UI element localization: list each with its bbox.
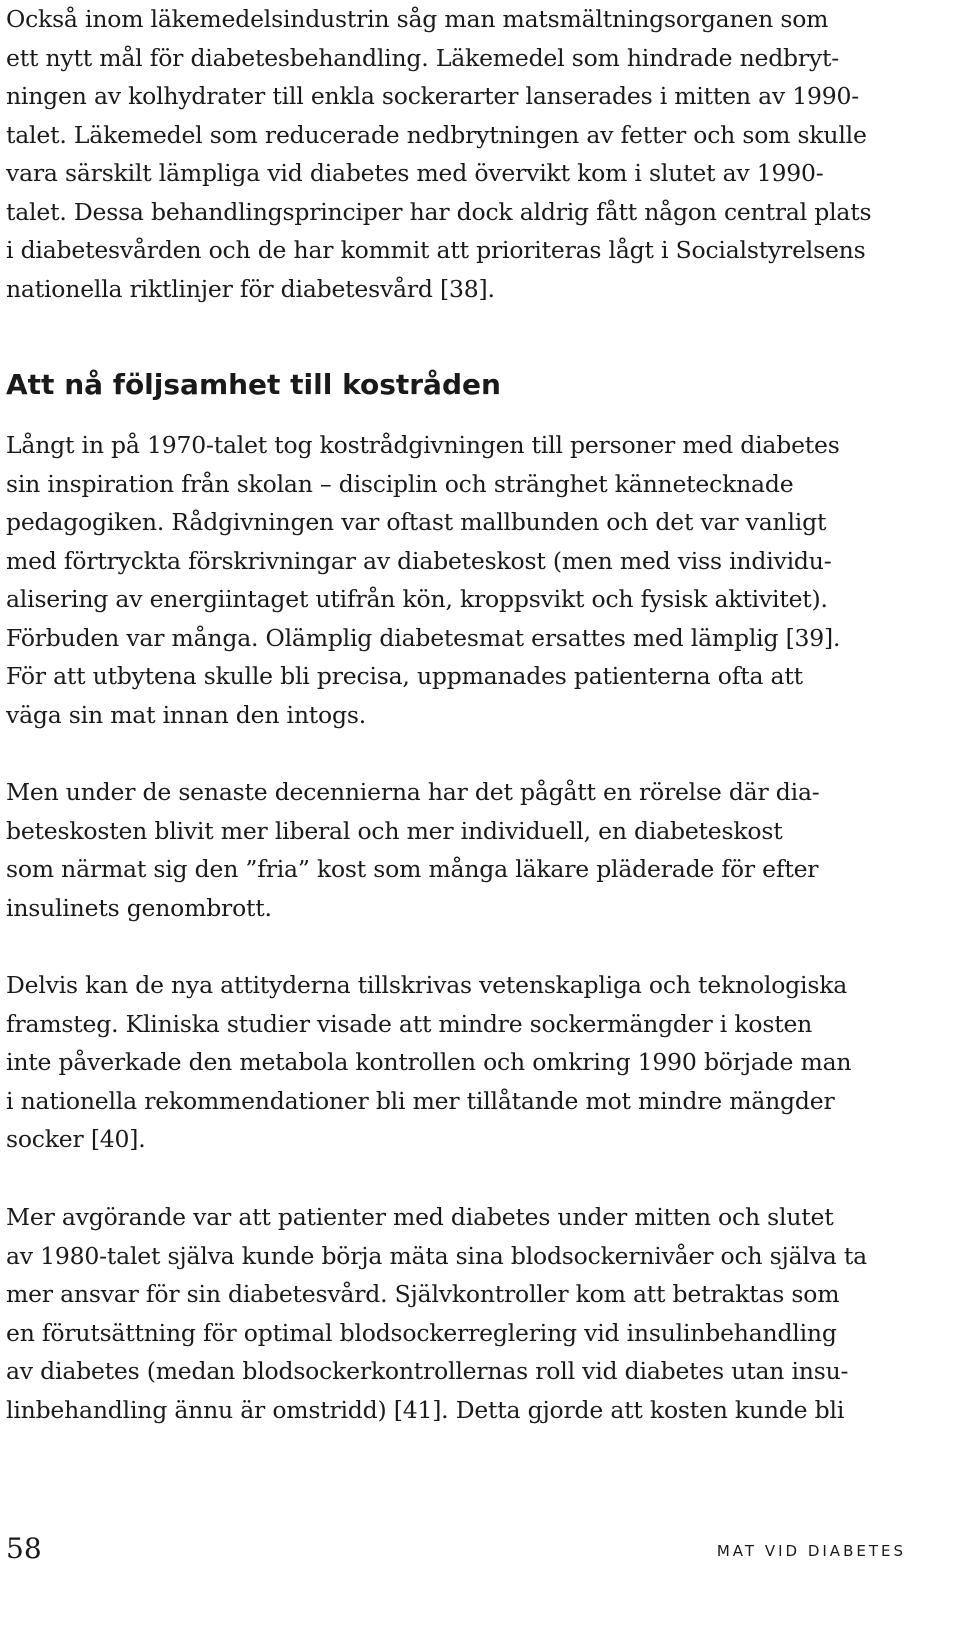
text-line: pedagogiken. Rådgivningen var oftast mallbunden och det var vanligt [6,508,827,536]
text-line: ningen av kolhydrater till enkla sockerarter lanserades i mitten av 1990- [6,82,859,110]
text-line: Också inom läkemedelsindustrin såg man matsmältningsorganen som [6,5,829,33]
text-line: beteskosten blivit mer liberal och mer individuell, en diabeteskost [6,816,783,845]
text-line: talet. Läkemedel som reducerade nedbrytningen av fetter och som skulle [6,120,867,149]
text-line: som närmat sig den ”fria” kost som många läkare pläderade för efter [6,855,819,883]
text-line: Förbuden var många. Olämplig diabetesmat ersattes med lämplig [39]. [6,623,841,652]
text-line: en förutsättning för optimal blodsockerreglering vid insulinbehandling [6,1318,837,1347]
text-line: i diabetesvården och de har kommit att prioriteras lågt i Socialstyrelsens [6,236,866,264]
text-line: Mer avgörande var att patienter med diabetes under mitten och slutet [6,1203,834,1231]
text-line: vara särskilt lämpliga vid diabetes med övervikt kom i slutet av 1990- [6,159,824,187]
text-line: inte påverkade den metabola kontrollen och omkring 1990 började man [6,1048,852,1076]
text-line: linbehandling ännu är omstridd) [41]. Detta gjorde att kosten kunde bli [6,1395,845,1424]
running-footer-title: MAT VID DIABETES [716,1542,906,1560]
text-line: i nationella rekommendationer bli mer tillåtande mot mindre mängder [6,1086,835,1115]
text-line: Delvis kan de nya attityderna tillskrivas vetenskapliga och teknologiska [6,971,848,999]
paragraph-self-monitoring [6,1198,867,1429]
text-line: med förtryckta förskrivningar av diabeteskost (men med viss individu- [6,546,832,575]
text-line: socker [40]. [6,1125,146,1153]
text-line: av 1980-talet själva kunde börja mäta sina blodsockernivåer och själva ta [6,1241,867,1270]
text-line: väga sin mat innan den intogs. [6,700,366,729]
text-line: mer ansvar för sin diabetesvård. Självkontroller kom att betraktas som [6,1280,840,1308]
page-number: 58 [6,1532,42,1565]
text-line: För att utbytena skulle bli precisa, uppmanades patienterna ofta att [6,662,803,690]
document-page [6,0,906,1647]
text-line: alisering av energiintaget utifrån kön, kroppsvikt och fysisk aktivitet). [6,585,828,613]
text-line: av diabetes (medan blodsockerkontrollernas roll vid diabetes utan insu- [6,1357,849,1385]
text-line: nationella riktlinjer för diabetesvård [38]. [6,274,495,303]
section-heading: Att nå följsamhet till kostråden [6,368,501,401]
text-line: Långt in på 1970-talet tog kostrådgivningen till personer med diabetes [6,431,840,459]
text-line: ett nytt mål för diabetesbehandling. Läkemedel som hindrade nedbryt- [6,43,839,72]
text-line: framsteg. Kliniska studier visade att mindre sockermängder i kosten [6,1009,813,1038]
paragraph-scientific-progress [6,966,851,1159]
text-line: talet. Dessa behandlingsprinciper har dock aldrig fått någon central plats [6,197,872,226]
paragraph-diet-advice [6,426,840,734]
text-line: sin inspiration från skolan – disciplin och stränghet kännetecknade [6,469,794,498]
paragraph-intro [6,0,871,308]
text-line: Men under de senaste decennierna har det pågått en rörelse där dia- [6,778,820,806]
paragraph-liberal-diet [6,773,820,927]
text-line: insulinets genombrott. [6,893,272,922]
